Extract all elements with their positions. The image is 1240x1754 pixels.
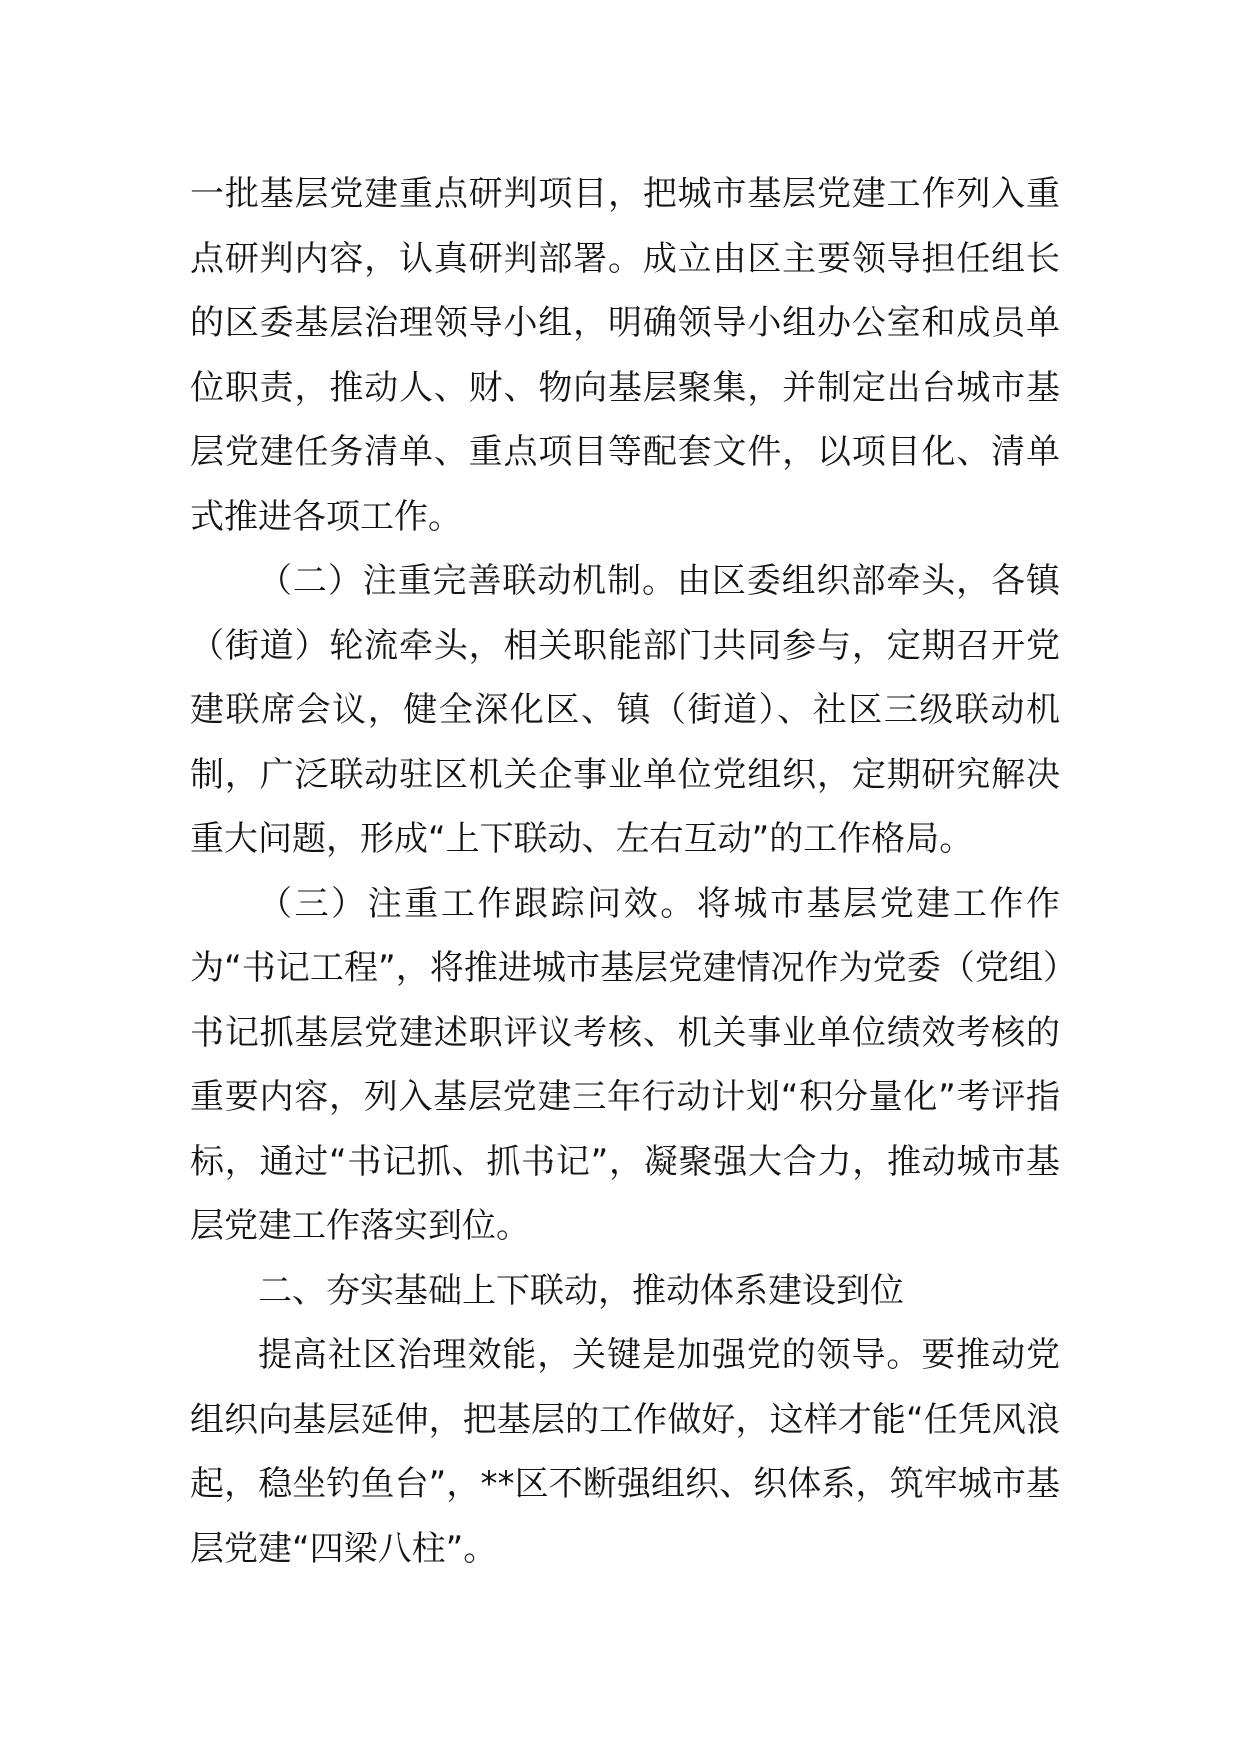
paragraph-continuation: 一批基层党建重点研判项目，把城市基层党建工作列入重点研判内容，认真研判部署。成立由区主要领导担任组长的区委基层治理领导小组，明确领导小组办公室和成员单位职责，推动人、财、物向基层聚集，并制定出台城市基层党建任务清单、重点项目等配套文件，以项目化、清单式推进各项工作。: [190, 174, 1060, 537]
paragraph-linkage-mechanism: （二）注重完善联动机制。由区委组织部牵头，各镇（街道）轮流牵头，相关职能部门共同参与，定期召开党建联席会议，健全深化区、镇（街道）、社区三级联动机制，广泛联动驻区机关企事业单位党组织，定期研究解决重大问题，形成“上下联动、左右互动”的工作格局。: [190, 561, 1060, 859]
document-body: [190, 162, 1060, 1581]
paragraph-accountability: （三）注重工作跟踪问效。将城市基层党建工作作为“书记工程”，将推进城市基层党建情况作为党委（党组）书记抓基层党建述职评议考核、机关事业单位绩效考核的重要内容，列入基层党建三年行动计划“积分量化”考评指标，通过“书记抓、抓书记”，凝聚强大合力，推动城市基层党建工作落实到位。: [190, 883, 1060, 1246]
paragraph-governance: 提高社区治理效能，关键是加强党的领导。要推动党组织向基层延伸，把基层的工作做好，这样才能“任凭风浪起，稳坐钓鱼台”，**区不断强组织、织体系，筑牢城市基层党建“四梁八柱”。: [190, 1335, 1060, 1569]
section-heading-two: 二、夯实基础上下联动，推动体系建设到位: [258, 1270, 904, 1311]
